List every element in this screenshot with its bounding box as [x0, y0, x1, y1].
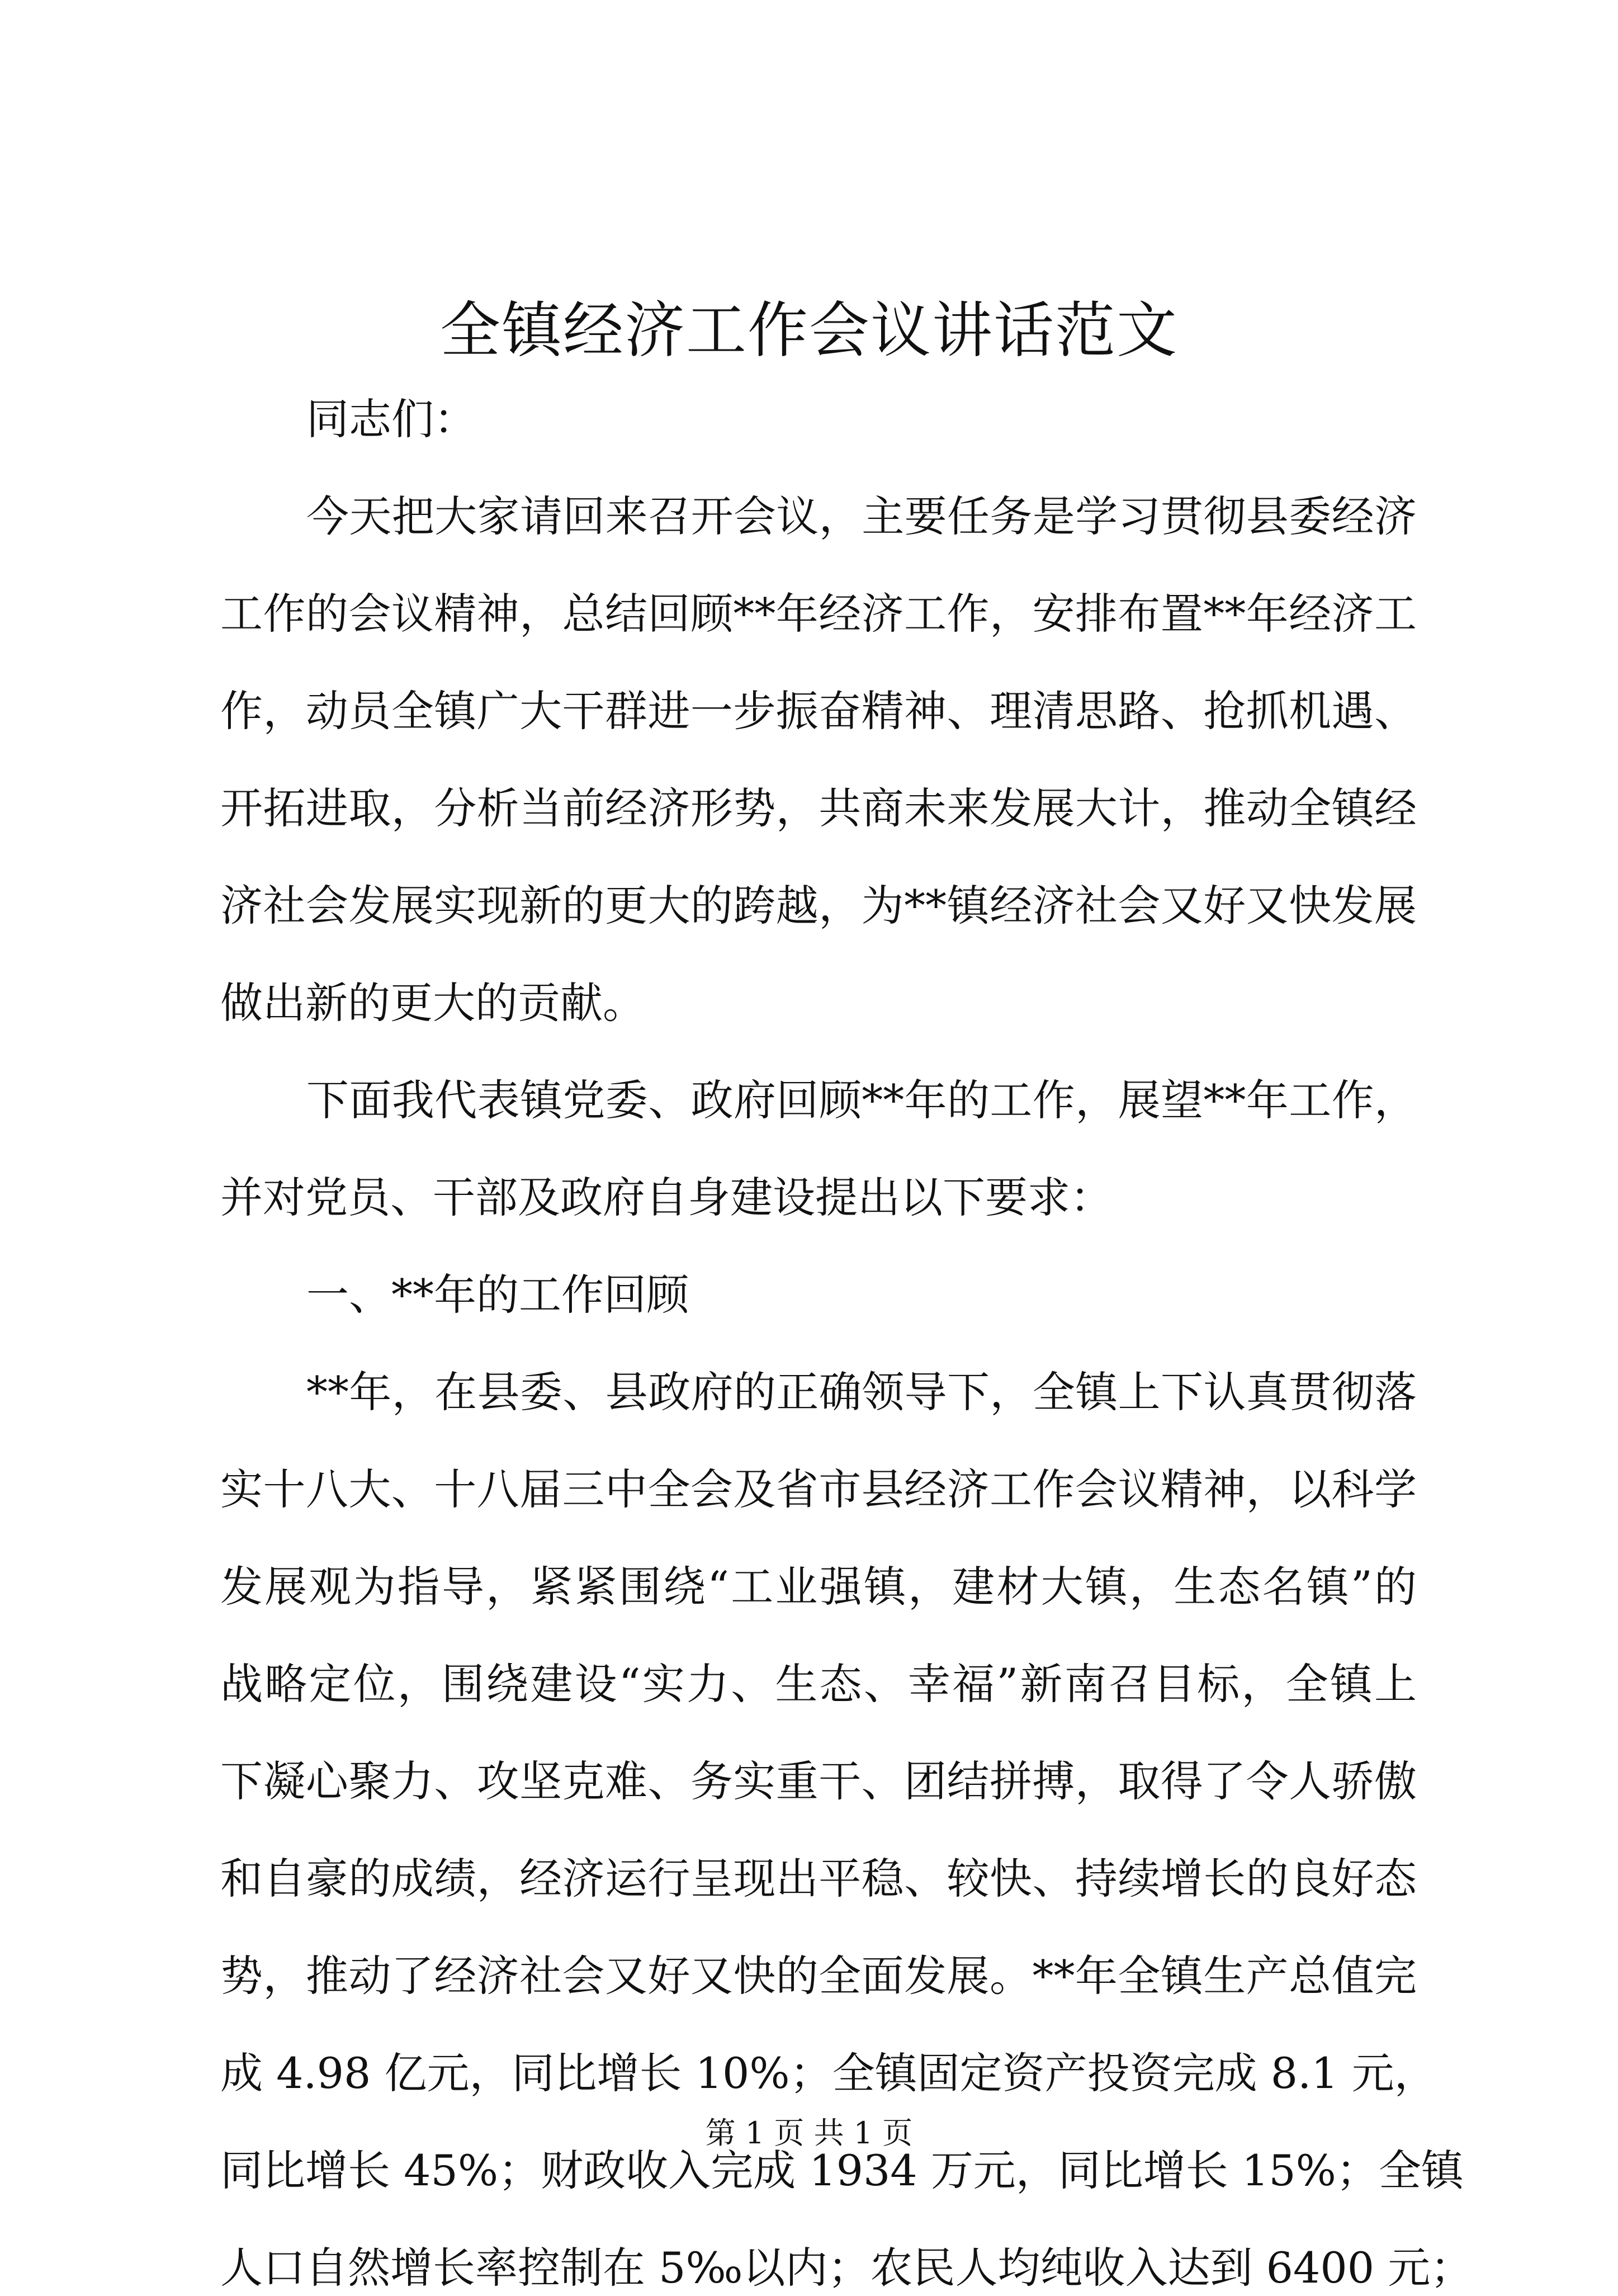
body-line: 工作的会议精神，总结回顾**年经济工作，安排布置**年经济工	[220, 589, 1417, 639]
body-line: 发展观为指导，紧紧围绕“工业强镇，建材大镇，生态名镇”的	[220, 1562, 1417, 1612]
body-line: 作，动员全镇广大干群进一步振奋精神、理清思路、抢抓机遇、	[220, 686, 1417, 736]
body-line: 同志们：	[306, 394, 476, 444]
body-line: 并对党员、干部及政府自身建设提出以下要求：	[220, 1173, 1113, 1222]
body-line: 下面我代表镇党委、政府回顾**年的工作，展望**年工作，	[306, 1075, 1417, 1125]
body-line: 战略定位，围绕建设“实力、生态、幸福”新南召目标，全镇上	[220, 1659, 1417, 1709]
body-line: 做出新的更大的贡献。	[220, 978, 645, 1028]
body-line: 同比增长 45%；财政收入完成 1934 万元，同比增长 15%；全镇	[220, 2146, 1464, 2195]
body-line: 人口自然增长率控制在 5‰以内；农民人均纯收入达到 6400 元；	[220, 2243, 1473, 2293]
body-line: 实十八大、十八届三中全会及省市县经济工作会议精神，以科学	[220, 1464, 1417, 1514]
body-line: **年，在县委、县政府的正确领导下，全镇上下认真贯彻落	[306, 1367, 1417, 1417]
body-line: 今天把大家请回来召开会议，主要任务是学习贯彻县委经济	[306, 492, 1417, 541]
body-line: 一、**年的工作回顾	[306, 1270, 689, 1320]
body-line: 济社会发展实现新的更大的跨越，为**镇经济社会又好又快发展	[220, 881, 1417, 930]
page-footer: 第 1 页 共 1 页	[705, 2115, 913, 2151]
body-line: 势，推动了经济社会又好又快的全面发展。**年全镇生产总值完	[220, 1951, 1417, 2001]
body-line: 下凝心聚力、攻坚克难、务实重干、团结拼搏，取得了令人骄傲	[220, 1756, 1417, 1806]
document-title: 全镇经济工作会议讲话范文	[439, 296, 1178, 366]
body-line: 开拓进取，分析当前经济形势，共商未来发展大计，推动全镇经	[220, 783, 1417, 833]
body-line: 成 4.98 亿元，同比增长 10%；全镇固定资产投资完成 8.1 元，	[220, 2048, 1437, 2098]
body-line: 和自豪的成绩，经济运行呈现出平稳、较快、持续增长的良好态	[220, 1854, 1417, 1903]
